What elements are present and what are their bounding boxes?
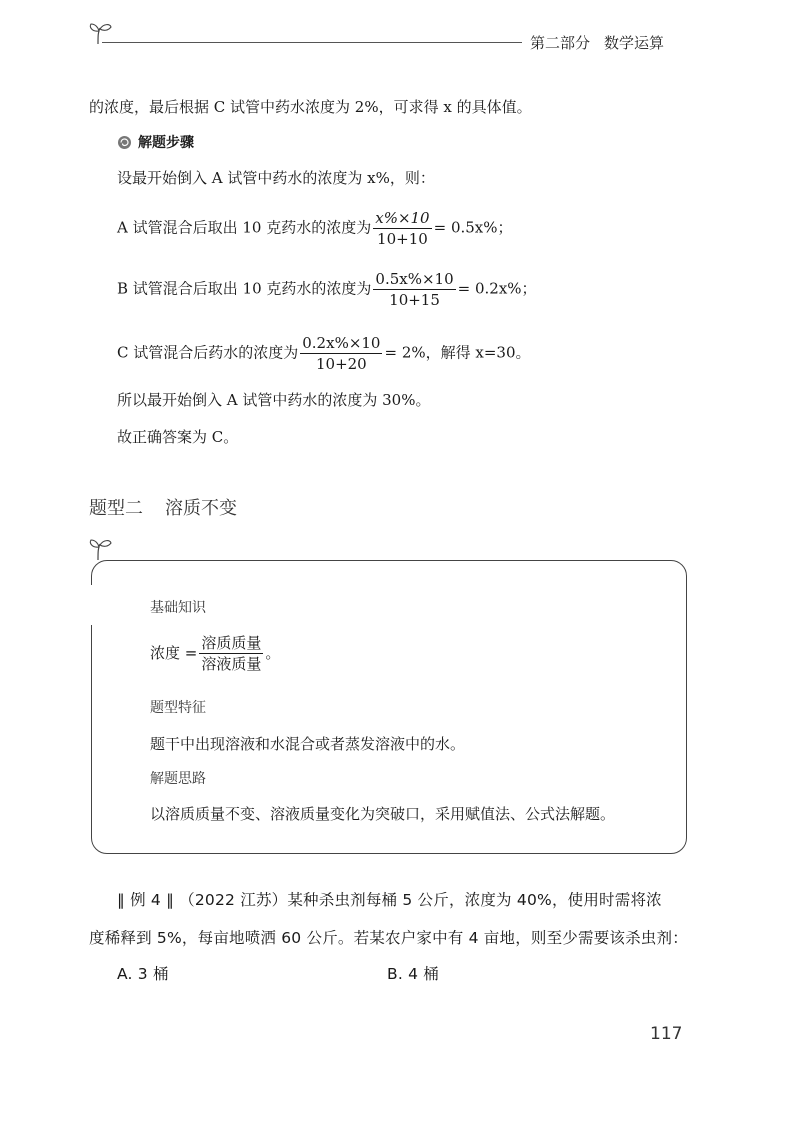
step-c-numerator: 0.2x%×10 (302, 334, 381, 352)
formula-numerator: 溶质质量 (201, 634, 262, 652)
step-c-text: C 试管混合后药水的浓度为 (117, 343, 299, 362)
step-c-fraction (300, 334, 382, 373)
steps-bullet-icon (117, 135, 132, 150)
header-part: 第二部分 (530, 34, 591, 52)
option-a: A. 3 桶 (117, 965, 169, 983)
feature-label: 题型特征 (150, 700, 206, 716)
section-name: 溶质不变 (165, 498, 237, 519)
sprout-icon (86, 536, 114, 562)
section-number: 题型二 (89, 498, 143, 519)
step-b (117, 270, 537, 309)
page-number: 117 (650, 1024, 683, 1044)
step-c-result: = 2%，解得 x=30。 (384, 343, 531, 362)
basic-knowledge-label: 基础知识 (150, 600, 206, 616)
step-b-denominator: 10+15 (389, 291, 440, 309)
example-line-2: 度稀释到 5%，每亩地喷洒 60 公斤。若某农户家中有 4 亩地，则至少需要该杀虫剂： (89, 929, 688, 947)
step-c (117, 334, 531, 373)
step-a-numerator: x%×10 (375, 209, 430, 227)
step-line-6: 故正确答案为 C。 (117, 428, 239, 446)
option-b: B. 4 桶 (387, 965, 439, 983)
step-b-numerator: 0.5x%×10 (375, 270, 454, 288)
step-b-result: = 0.2x%； (457, 279, 537, 298)
step-line-5: 所以最开始倒入 A 试管中药水的浓度为 30%。 (117, 391, 431, 409)
step-a-fraction (373, 209, 431, 248)
running-header (530, 32, 678, 53)
header-section: 数学运算 (604, 34, 665, 52)
feature-text: 题干中出现溶液和水混合或者蒸发溶液中的水。 (150, 735, 466, 753)
header-rule (102, 42, 522, 43)
step-b-text: B 试管混合后取出 10 克药水的浓度为 (117, 279, 372, 298)
formula-lhs: 浓度 = (150, 644, 198, 662)
step-a-text: A 试管混合后取出 10 克药水的浓度为 (117, 218, 372, 237)
concentration-formula (150, 634, 280, 673)
intro-line: 的浓度，最后根据 C 试管中药水浓度为 2%，可求得 x 的具体值。 (89, 98, 532, 116)
formula-denominator: 溶液质量 (201, 655, 262, 673)
step-a (117, 209, 513, 248)
formula-end: 。 (265, 644, 281, 662)
step-line-1: 设最开始倒入 A 试管中药水的浓度为 x%，则： (117, 169, 435, 187)
approach-label: 解题思路 (150, 771, 206, 787)
formula-fraction (199, 634, 263, 673)
step-a-result: = 0.5x%； (433, 218, 513, 237)
section-title (89, 494, 259, 520)
example-line-1: ‖ 例 4 ‖ （2022 江苏）某种杀虫剂每桶 5 公斤，浓度为 40%，使用时需将浓 (117, 891, 662, 909)
approach-text: 以溶质质量不变、溶液质量变化为突破口，采用赋值法、公式法解题。 (150, 805, 616, 823)
step-b-fraction (373, 270, 455, 309)
steps-title: 解题步骤 (138, 135, 194, 151)
step-c-denominator: 10+20 (315, 355, 367, 373)
step-a-denominator: 10+10 (377, 230, 428, 248)
